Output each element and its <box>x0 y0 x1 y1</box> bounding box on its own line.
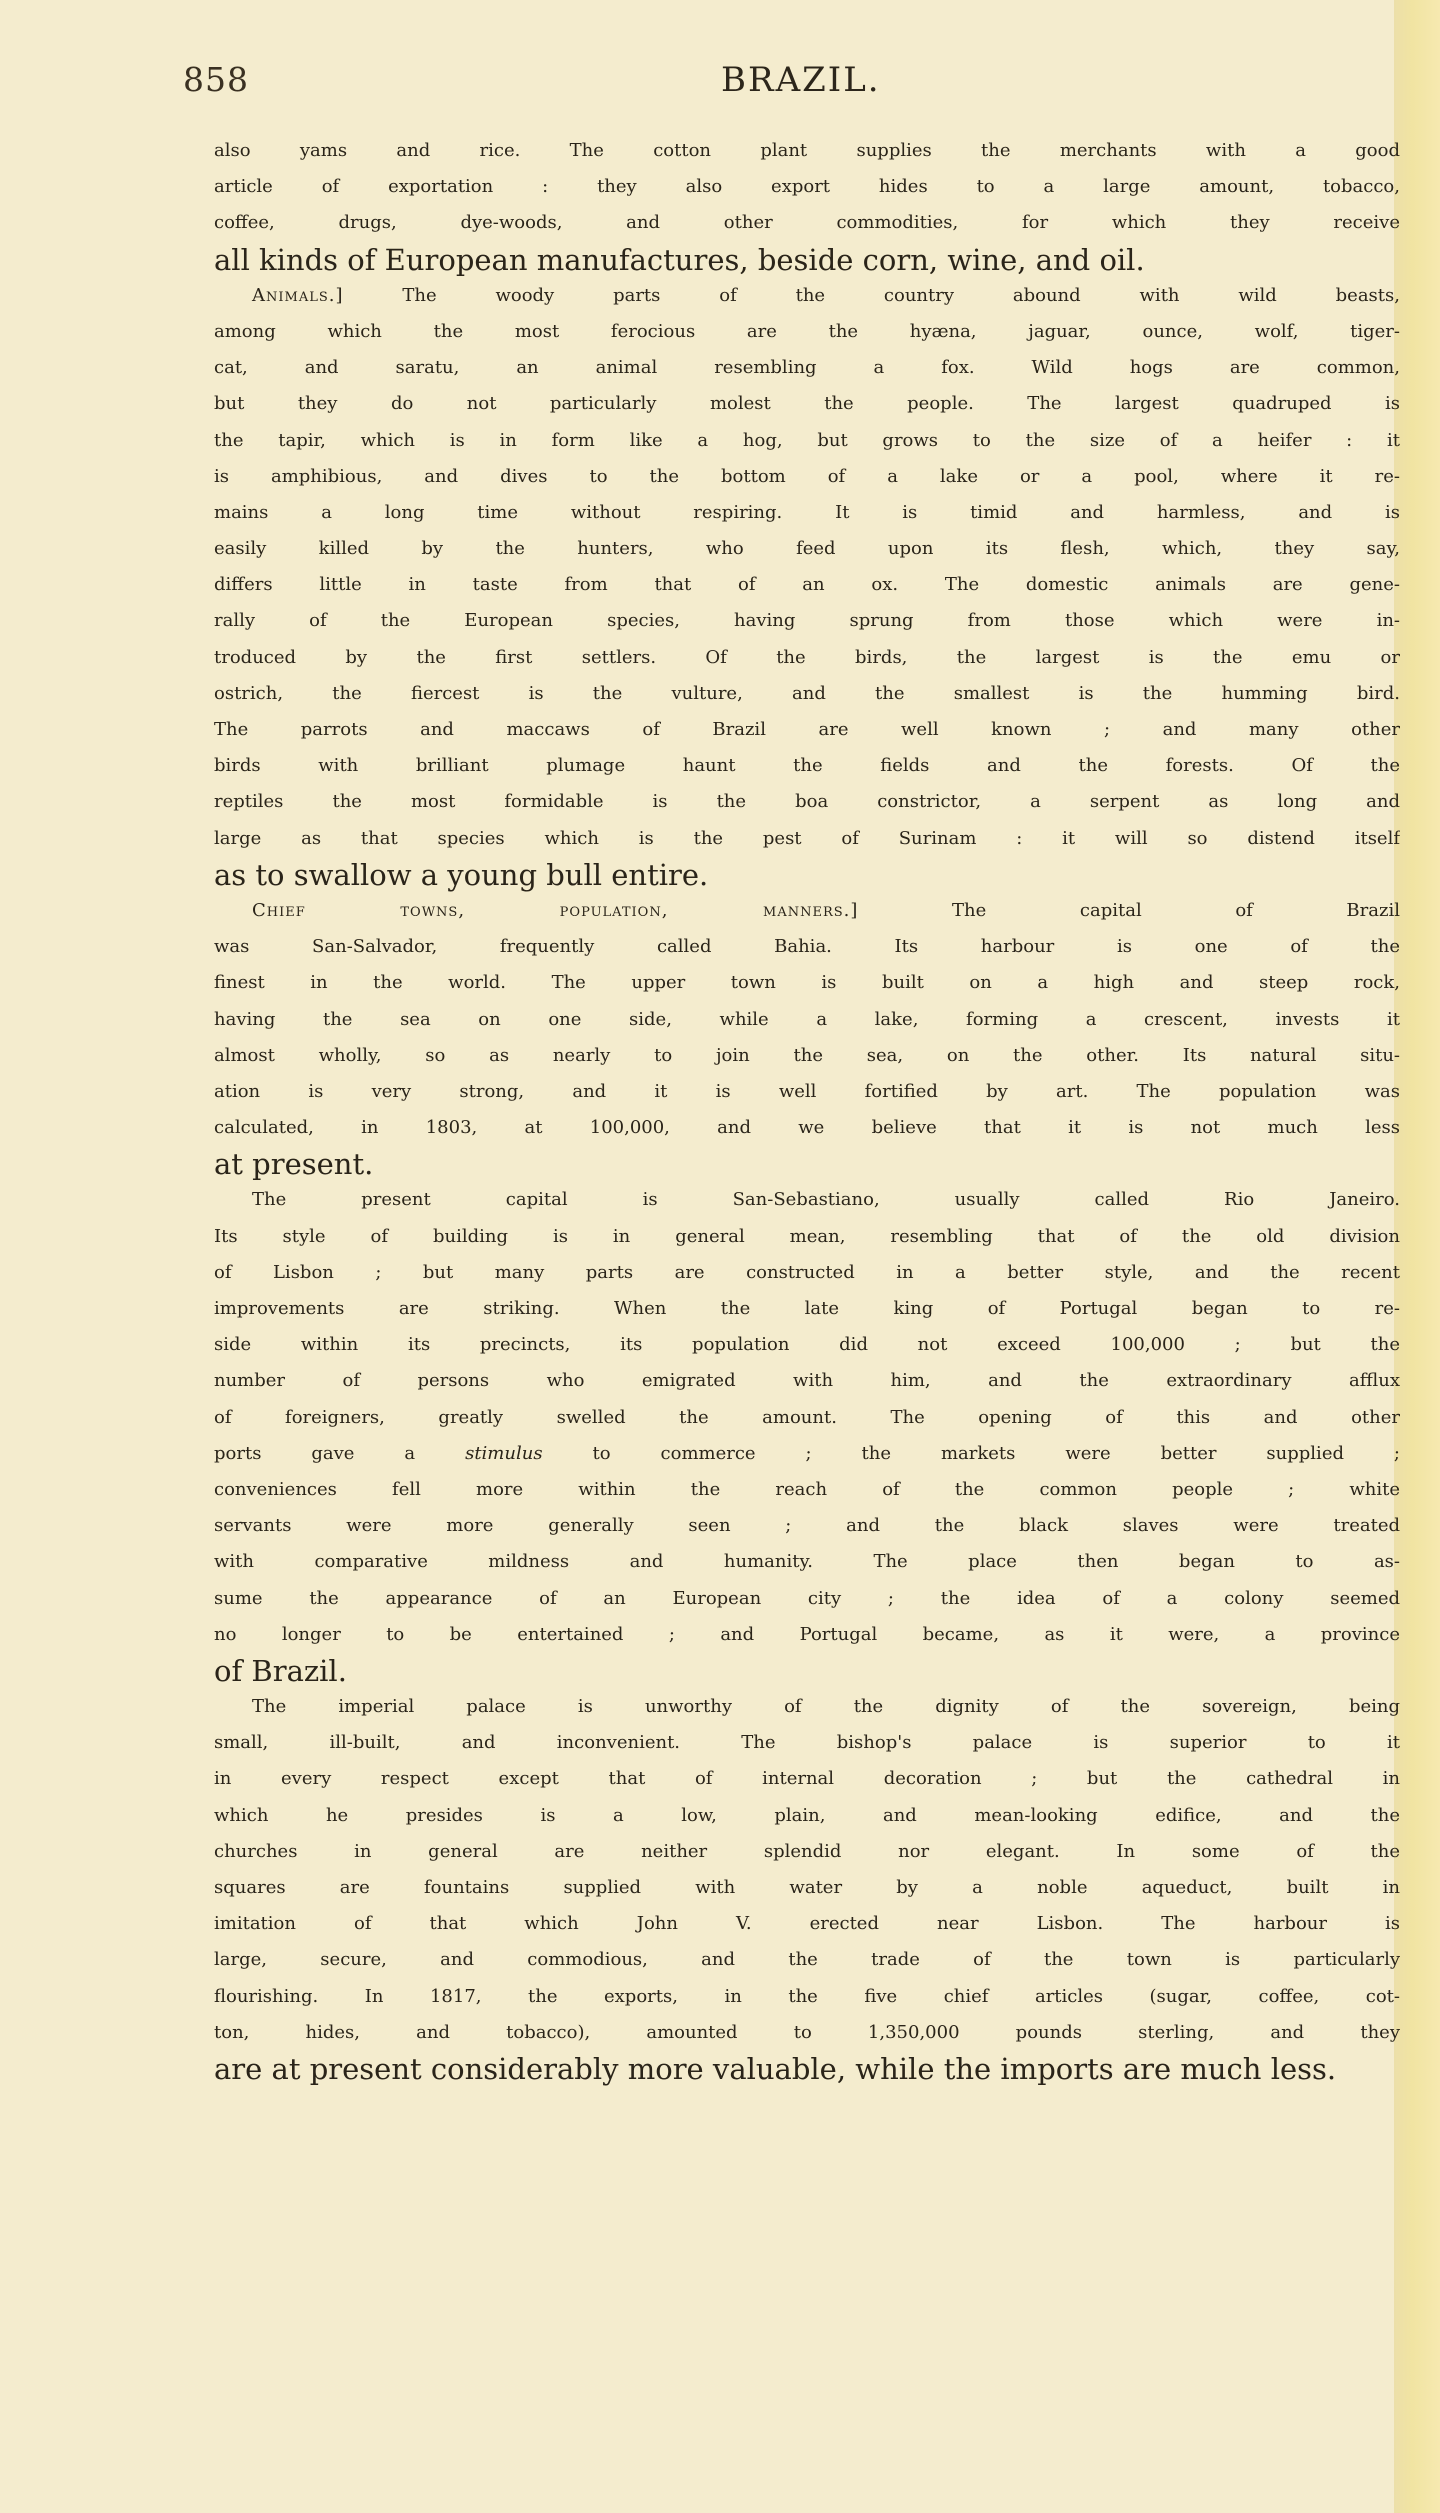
text-line <box>214 2015 1400 2051</box>
text-line <box>214 1255 1400 1291</box>
text-segment: ton, hides, and tobacco), amounted to 1,350,000 pounds sterling, and they <box>214 2021 1400 2043</box>
text-segment: large as that species which is the pest of Surinam : it will so distend itself <box>214 827 1400 849</box>
text-segment: troduced by the first settlers. Of the birds, the largest is the emu or <box>214 646 1400 668</box>
text-line <box>214 1906 1400 1942</box>
text-line <box>214 567 1400 603</box>
text-line <box>214 1617 1400 1653</box>
text-segment: of Brazil. <box>214 1653 347 1688</box>
text-segment: ports gave a <box>214 1442 466 1464</box>
text-segment: calculated, in 1803, at 100,000, and we believe that it is not much less <box>214 1117 1400 1139</box>
text-segment: with comparative mildness and humanity. The place then began to as- <box>214 1551 1400 1573</box>
text-line <box>214 784 1400 820</box>
text-segment: birds with brilliant plumage haunt the fields and the forests. Of the <box>214 755 1400 777</box>
text-segment: The woody parts of the country abound with wild beasts, <box>343 284 1400 306</box>
page-number: 858 <box>183 60 249 99</box>
text-line <box>214 640 1400 676</box>
text-line <box>214 495 1400 531</box>
text-line <box>214 1544 1400 1580</box>
text-segment: reptiles the most formidable is the boa constrictor, a serpent as long and <box>214 791 1400 813</box>
text-line <box>214 1834 1400 1870</box>
text-segment: but they do not particularly molest the people. The largest quadruped is <box>214 393 1400 415</box>
text-segment: small, ill-built, and inconvenient. The bishop's palace is superior to it <box>214 1732 1400 1754</box>
body-text <box>214 133 1400 2087</box>
page-edge <box>1394 0 1440 2513</box>
text-line <box>214 169 1400 205</box>
text-line <box>214 1942 1400 1978</box>
text-segment: The present capital is San-Sebastiano, usually called Rio Janeiro. <box>252 1189 1400 1211</box>
running-title: BRAZIL. <box>721 60 881 100</box>
text-segment: conveniences fell more within the reach of the common people ; white <box>214 1478 1400 1500</box>
text-segment: is amphibious, and dives to the bottom of a lake or a pool, where it re- <box>214 465 1400 487</box>
text-segment: are at present considerably more valuable, while the imports are much less. <box>214 2051 1337 2086</box>
text-line <box>214 1761 1400 1797</box>
text-line <box>214 1689 1400 1725</box>
text-line <box>214 1508 1400 1544</box>
text-segment: at present. <box>214 1147 374 1182</box>
text-line <box>214 1363 1400 1399</box>
text-line <box>214 1400 1400 1436</box>
text-segment: improvements are striking. When the late king of Portugal began to re- <box>214 1298 1400 1319</box>
text-segment: among which the most ferocious are the hyæna, jaguar, ounce, wolf, tiger- <box>214 320 1400 342</box>
text-segment: all kinds of European manufactures, beside corn, wine, and oil. <box>214 242 1145 277</box>
text-segment: Its style of building is in general mean, resembling that of the old division <box>214 1225 1400 1247</box>
section-heading: Animals.] <box>252 284 344 306</box>
text-segment: having the sea on one side, while a lake, forming a crescent, invests it <box>214 1008 1400 1030</box>
text-line <box>214 1581 1400 1617</box>
text-line <box>214 133 1400 169</box>
text-segment: was San-Salvador, frequently called Bahia. Its harbour is one of the <box>214 936 1400 958</box>
text-line <box>214 205 1400 241</box>
text-line <box>214 857 1400 893</box>
text-segment: of Lisbon ; but many parts are constructed in a better style, and the recent <box>214 1261 1400 1283</box>
text-line <box>214 676 1400 712</box>
text-line <box>214 1870 1400 1906</box>
text-line <box>214 603 1400 639</box>
text-line <box>214 314 1400 350</box>
text-segment: coffee, drugs, dye-woods, and other commodities, for which they receive <box>214 212 1400 234</box>
page-header <box>183 60 1283 110</box>
text-segment: rally of the European species, having sprung from those which were in- <box>214 610 1400 632</box>
text-segment: article of exportation : they also export hides to a large amount, tobacco, <box>214 176 1400 198</box>
text-line <box>214 423 1400 459</box>
text-line <box>214 1436 1400 1472</box>
text-segment: cat, and saratu, an animal resembling a fox. Wild hogs are common, <box>214 357 1400 379</box>
text-line <box>214 1653 1400 1689</box>
text-segment: The imperial palace is unworthy of the dignity of the sovereign, being <box>252 1696 1400 1718</box>
text-line <box>214 278 1400 314</box>
text-line <box>214 459 1400 495</box>
text-segment: also yams and rice. The cotton plant supplies the merchants with a good <box>214 140 1400 161</box>
text-line <box>214 1725 1400 1761</box>
text-line <box>214 1146 1400 1182</box>
text-line <box>214 1472 1400 1508</box>
text-line <box>214 748 1400 784</box>
text-segment: large, secure, and commodious, and the trade of the town is particularly <box>214 1949 1400 1971</box>
emphasis-text: stimulus <box>465 1442 543 1464</box>
text-segment: which he presides is a low, plain, and mean-looking edifice, and the <box>214 1804 1400 1826</box>
text-segment: almost wholly, so as nearly to join the sea, on the other. Its natural situ- <box>214 1044 1400 1066</box>
text-line <box>214 1038 1400 1074</box>
text-segment: no longer to be entertained ; and Portugal became, as it were, a province <box>214 1623 1400 1645</box>
text-line <box>214 929 1400 965</box>
text-line <box>214 350 1400 386</box>
text-segment: sume the appearance of an European city ; the idea of a colony seemed <box>214 1587 1400 1609</box>
text-segment: easily killed by the hunters, who feed upon its flesh, which, they say, <box>214 538 1400 560</box>
text-segment: squares are fountains supplied with water by a noble aqueduct, built in <box>214 1877 1400 1898</box>
text-segment: the tapir, which is in form like a hog, but grows to the size of a heifer : it <box>214 429 1400 451</box>
text-line <box>214 531 1400 567</box>
text-line <box>214 893 1400 929</box>
text-line <box>214 1327 1400 1363</box>
text-segment: to commerce ; the markets were better supplied ; <box>542 1442 1400 1464</box>
text-line <box>214 1291 1400 1327</box>
text-segment: number of persons who emigrated with him, and the extraordinary afflux <box>214 1370 1400 1392</box>
text-segment: The capital of Brazil <box>858 899 1400 921</box>
text-segment: ation is very strong, and it is well fortified by art. The population was <box>214 1080 1400 1102</box>
text-line <box>214 965 1400 1001</box>
text-segment: finest in the world. The upper town is built on a high and steep rock, <box>214 972 1400 994</box>
text-line <box>214 2051 1400 2087</box>
text-segment: mains a long time without respiring. It is timid and harmless, and is <box>214 501 1400 523</box>
text-segment: churches in general are neither splendid nor elegant. In some of the <box>214 1840 1400 1862</box>
text-segment: ostrich, the fiercest is the vulture, and the smallest is the humming bird. <box>214 682 1400 704</box>
text-line <box>214 1219 1400 1255</box>
text-segment: servants were more generally seen ; and the black slaves were treated <box>214 1515 1400 1537</box>
text-segment: side within its precincts, its population did not exceed 100,000 ; but the <box>214 1334 1400 1356</box>
text-segment: flourishing. In 1817, the exports, in the five chief articles (sugar, coffee, cot- <box>214 1985 1400 2007</box>
text-line <box>214 1798 1400 1834</box>
text-segment: imitation of that which John V. erected near Lisbon. The harbour is <box>214 1913 1400 1935</box>
text-line <box>214 1074 1400 1110</box>
text-line <box>214 1110 1400 1146</box>
text-segment: as to swallow a young bull entire. <box>214 857 709 892</box>
text-line <box>214 821 1400 857</box>
text-line <box>214 1002 1400 1038</box>
text-segment: differs little in taste from that of an ox. The domestic animals are gene- <box>214 574 1400 596</box>
text-segment: in every respect except that of internal decoration ; but the cathedral in <box>214 1768 1400 1790</box>
text-line <box>214 712 1400 748</box>
text-line <box>214 242 1400 278</box>
text-line <box>214 386 1400 422</box>
section-heading: Chief towns, population, manners.] <box>252 899 859 921</box>
text-line <box>214 1979 1400 2015</box>
text-line <box>214 1182 1400 1218</box>
text-segment: The parrots and maccaws of Brazil are well known ; and many other <box>214 719 1400 740</box>
text-segment: of foreigners, greatly swelled the amount. The opening of this and other <box>214 1406 1400 1428</box>
